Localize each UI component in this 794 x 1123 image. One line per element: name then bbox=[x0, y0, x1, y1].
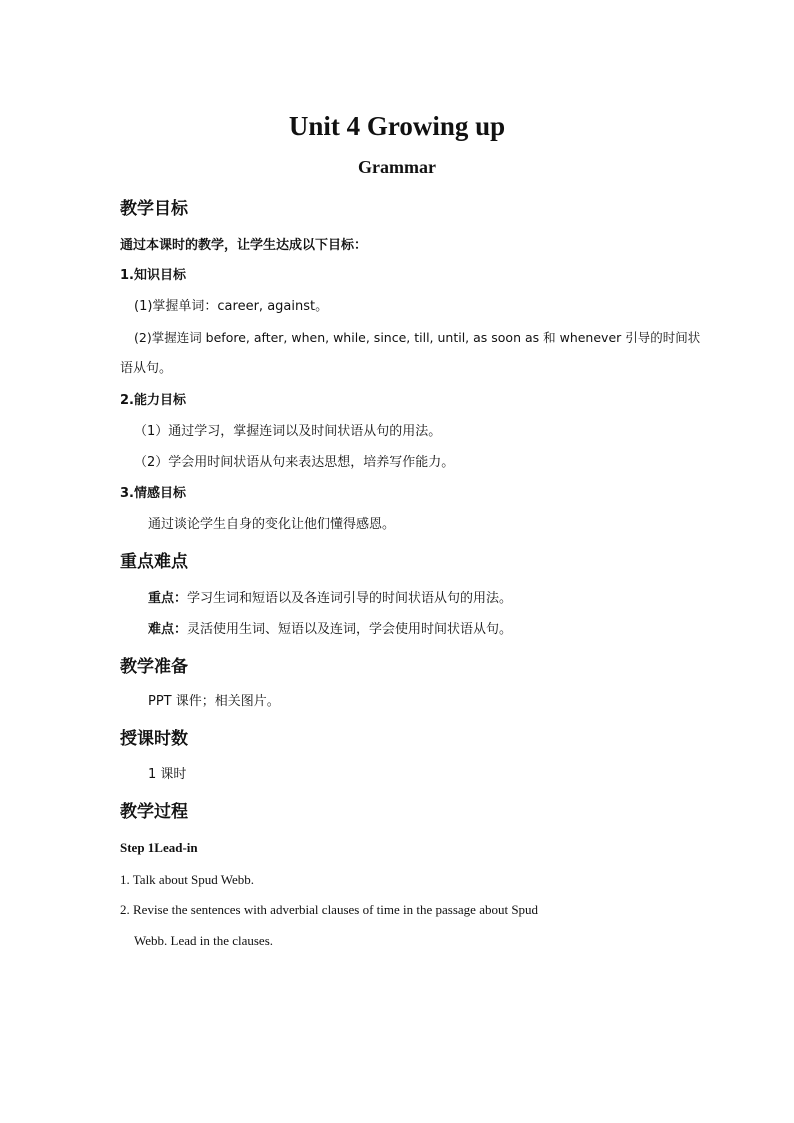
objectives-intro: 通过本课时的教学，让学生达成以下目标： bbox=[120, 238, 368, 253]
document-title: Unit 4 Growing up bbox=[288, 111, 506, 141]
preparation-heading: 教学准备 bbox=[120, 657, 188, 677]
ability-heading: 2.能力目标 bbox=[120, 393, 186, 408]
difficulty-label: 难点： bbox=[148, 622, 188, 637]
process-item-1: 1. Talk about Spud Webb. bbox=[120, 872, 255, 887]
focus-label: 重点： bbox=[148, 591, 188, 606]
emotion-item-1: 通过谈论学生自身的变化让他们懂得感恩。 bbox=[148, 517, 396, 532]
focus-text: 学习生词和短语以及各连词引导的时间状语从句的用法。 bbox=[187, 591, 513, 606]
knowledge-heading: 1.知识目标 bbox=[120, 268, 186, 283]
difficulty-text: 灵活使用生词、短语以及连词，学会使用时间状语从句。 bbox=[187, 622, 513, 637]
class-hours-heading: 授课时数 bbox=[120, 729, 188, 749]
knowledge-item-2-line-1: (2)掌握连词 before, after, when, while, since, till, until, as soon as 和 whenever 引导的时间状 bbox=[134, 330, 701, 345]
preparation-text: PPT 课件；相关图片。 bbox=[148, 694, 280, 709]
step1-heading: Step 1Lead-in bbox=[120, 840, 198, 855]
objectives-heading: 教学目标 bbox=[120, 199, 188, 219]
knowledge-item-2-line-2: 语从句。 bbox=[120, 361, 173, 376]
key-points-heading: 重点难点 bbox=[120, 552, 188, 572]
class-hours-text: 1 课时 bbox=[148, 767, 187, 782]
knowledge-item-1: (1)掌握单词：career, against。 bbox=[134, 299, 329, 314]
process-item-2-line-2: Webb. Lead in the clauses. bbox=[134, 933, 274, 948]
focus-line bbox=[148, 589, 512, 609]
ability-item-1: （1）通过学习，掌握连词以及时间状语从句的用法。 bbox=[134, 424, 442, 439]
process-heading: 教学过程 bbox=[120, 802, 188, 822]
difficulty-line bbox=[148, 620, 512, 640]
process-item-2-line-1: 2. Revise the sentences with adverbial clauses of time in the passage about Spud bbox=[120, 902, 539, 917]
document-subtitle: Grammar bbox=[358, 157, 436, 177]
emotion-heading: 3.情感目标 bbox=[120, 486, 186, 501]
ability-item-2: （2）学会用时间状语从句来表达思想，培养写作能力。 bbox=[134, 455, 455, 470]
